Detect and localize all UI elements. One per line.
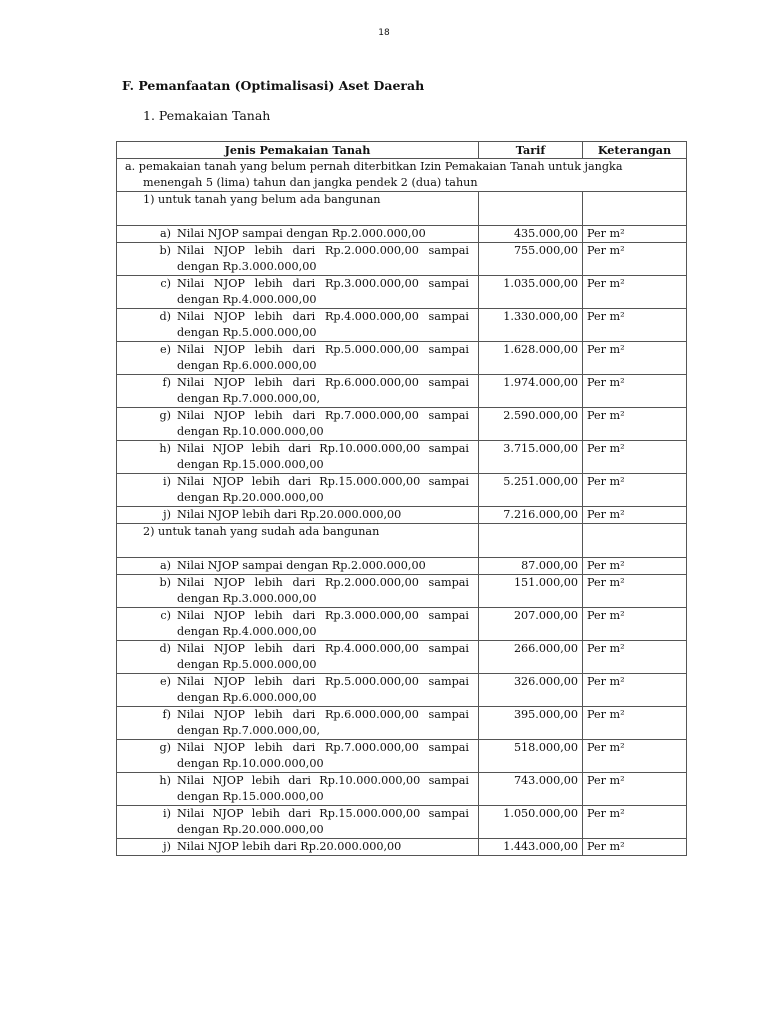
item-description: Nilai NJOP lebih dari Rp.3.000.000,00 sampai dengan Rp.4.000.000,00 bbox=[177, 609, 469, 638]
item-description: Nilai NJOP lebih dari Rp.7.000.000,00 sampai dengan Rp.10.000.000,00 bbox=[177, 409, 469, 438]
item-keterangan: Per m² bbox=[583, 474, 687, 507]
item-description: Nilai NJOP sampai dengan Rp.2.000.000,00 bbox=[177, 227, 426, 240]
item-keterangan: Per m² bbox=[583, 575, 687, 608]
item-keterangan: Per m² bbox=[583, 507, 687, 524]
group1-label-row bbox=[117, 192, 687, 226]
item-keterangan: Per m² bbox=[583, 806, 687, 839]
item-letter: h) bbox=[159, 442, 171, 455]
table-row bbox=[117, 309, 687, 342]
table-row bbox=[117, 375, 687, 408]
item-letter: f) bbox=[162, 708, 171, 721]
item-keterangan: Per m² bbox=[583, 408, 687, 441]
table-header-row bbox=[117, 142, 687, 159]
item-letter: g) bbox=[159, 741, 171, 754]
item-tarif: 1.035.000,00 bbox=[479, 276, 583, 309]
table-row bbox=[117, 641, 687, 674]
table-row bbox=[117, 839, 687, 856]
header-keterangan: Keterangan bbox=[583, 142, 687, 159]
item-description: Nilai NJOP lebih dari Rp.20.000.000,00 bbox=[177, 840, 402, 853]
table-row bbox=[117, 558, 687, 575]
item-letter: c) bbox=[160, 277, 171, 290]
sub-title: 1. Pemakaian Tanah bbox=[143, 108, 271, 123]
item-keterangan: Per m² bbox=[583, 276, 687, 309]
item-tarif: 755.000,00 bbox=[479, 243, 583, 276]
item-tarif: 1.628.000,00 bbox=[479, 342, 583, 375]
item-tarif: 518.000,00 bbox=[479, 740, 583, 773]
item-description: Nilai NJOP lebih dari Rp.15.000.000,00 sampai dengan Rp.20.000.000,00 bbox=[177, 807, 469, 836]
item-description: Nilai NJOP lebih dari Rp.5.000.000,00 sampai dengan Rp.6.000.000,00 bbox=[177, 343, 469, 372]
item-letter: i) bbox=[163, 475, 171, 488]
item-letter: b) bbox=[159, 576, 171, 589]
page-number: 18 bbox=[378, 28, 390, 38]
item-keterangan: Per m² bbox=[583, 558, 687, 575]
item-tarif: 1.330.000,00 bbox=[479, 309, 583, 342]
item-tarif: 435.000,00 bbox=[479, 226, 583, 243]
table-row bbox=[117, 276, 687, 309]
group-label: 2) untuk tanah yang sudah ada bangunan bbox=[143, 525, 380, 538]
table-row bbox=[117, 408, 687, 441]
section-title: F. Pemanfaatan (Optimalisasi) Aset Daerah bbox=[122, 78, 425, 93]
item-tarif: 207.000,00 bbox=[479, 608, 583, 641]
item-description: Nilai NJOP lebih dari Rp.15.000.000,00 sampai dengan Rp.20.000.000,00 bbox=[177, 475, 469, 504]
item-keterangan: Per m² bbox=[583, 839, 687, 856]
item-letter: d) bbox=[159, 642, 171, 655]
item-letter: g) bbox=[159, 409, 171, 422]
item-tarif: 87.000,00 bbox=[479, 558, 583, 575]
table-row bbox=[117, 507, 687, 524]
item-tarif: 7.216.000,00 bbox=[479, 507, 583, 524]
item-description: Nilai NJOP lebih dari Rp.10.000.000,00 sampai dengan Rp.15.000.000,00 bbox=[177, 774, 469, 803]
item-keterangan: Per m² bbox=[583, 342, 687, 375]
item-description: Nilai NJOP lebih dari Rp.4.000.000,00 sampai dengan Rp.5.000.000,00 bbox=[177, 310, 469, 339]
item-tarif: 1.974.000,00 bbox=[479, 375, 583, 408]
tariff-table bbox=[116, 141, 687, 856]
item-description: Nilai NJOP lebih dari Rp.3.000.000,00 sampai dengan Rp.4.000.000,00 bbox=[177, 277, 469, 306]
item-keterangan: Per m² bbox=[583, 441, 687, 474]
item-description: Nilai NJOP lebih dari Rp.20.000.000,00 bbox=[177, 508, 402, 521]
item-description: Nilai NJOP lebih dari Rp.4.000.000,00 sampai dengan Rp.5.000.000,00 bbox=[177, 642, 469, 671]
item-description: Nilai NJOP lebih dari Rp.2.000.000,00 sampai dengan Rp.3.000.000,00 bbox=[177, 244, 469, 273]
item-keterangan: Per m² bbox=[583, 243, 687, 276]
item-description: Nilai NJOP sampai dengan Rp.2.000.000,00 bbox=[177, 559, 426, 572]
item-description: Nilai NJOP lebih dari Rp.10.000.000,00 sampai dengan Rp.15.000.000,00 bbox=[177, 442, 469, 471]
item-tarif: 5.251.000,00 bbox=[479, 474, 583, 507]
intro-text: a. pemakaian tanah yang belum pernah diterbitkan Izin Pemakaian Tanah untuk jangka menengah 5 (lima) tahun dan jangka pendek 2 (dua) tahun bbox=[125, 160, 623, 189]
item-letter: h) bbox=[159, 774, 171, 787]
table-row bbox=[117, 441, 687, 474]
item-letter: a) bbox=[159, 227, 171, 240]
group-label: 1) untuk tanah yang belum ada bangunan bbox=[143, 193, 381, 206]
item-tarif: 1.443.000,00 bbox=[479, 839, 583, 856]
table-row bbox=[117, 806, 687, 839]
item-keterangan: Per m² bbox=[583, 375, 687, 408]
table-row bbox=[117, 608, 687, 641]
item-letter: c) bbox=[160, 609, 171, 622]
item-keterangan: Per m² bbox=[583, 773, 687, 806]
item-tarif: 743.000,00 bbox=[479, 773, 583, 806]
table-row bbox=[117, 474, 687, 507]
header-tarif: Tarif bbox=[479, 142, 583, 159]
table-row bbox=[117, 773, 687, 806]
item-tarif: 151.000,00 bbox=[479, 575, 583, 608]
intro-row bbox=[117, 159, 687, 192]
item-keterangan: Per m² bbox=[583, 309, 687, 342]
item-letter: j) bbox=[163, 508, 171, 521]
item-description: Nilai NJOP lebih dari Rp.5.000.000,00 sampai dengan Rp.6.000.000,00 bbox=[177, 675, 469, 704]
group2-label-row bbox=[117, 524, 687, 558]
item-letter: i) bbox=[163, 807, 171, 820]
item-letter: b) bbox=[159, 244, 171, 257]
table-row bbox=[117, 226, 687, 243]
item-description: Nilai NJOP lebih dari Rp.7.000.000,00 sampai dengan Rp.10.000.000,00 bbox=[177, 741, 469, 770]
item-description: Nilai NJOP lebih dari Rp.6.000.000,00 sampai dengan Rp.7.000.000,00, bbox=[177, 708, 469, 737]
item-keterangan: Per m² bbox=[583, 707, 687, 740]
item-keterangan: Per m² bbox=[583, 641, 687, 674]
item-letter: a) bbox=[159, 559, 171, 572]
item-letter: j) bbox=[163, 840, 171, 853]
table-row bbox=[117, 342, 687, 375]
item-tarif: 1.050.000,00 bbox=[479, 806, 583, 839]
item-letter: f) bbox=[162, 376, 171, 389]
item-description: Nilai NJOP lebih dari Rp.6.000.000,00 sampai dengan Rp.7.000.000,00, bbox=[177, 376, 469, 405]
table-row bbox=[117, 707, 687, 740]
table-row bbox=[117, 674, 687, 707]
item-letter: e) bbox=[160, 675, 171, 688]
item-tarif: 3.715.000,00 bbox=[479, 441, 583, 474]
item-tarif: 326.000,00 bbox=[479, 674, 583, 707]
item-keterangan: Per m² bbox=[583, 608, 687, 641]
item-keterangan: Per m² bbox=[583, 674, 687, 707]
item-letter: e) bbox=[160, 343, 171, 356]
table-row bbox=[117, 740, 687, 773]
item-tarif: 2.590.000,00 bbox=[479, 408, 583, 441]
item-keterangan: Per m² bbox=[583, 226, 687, 243]
item-tarif: 395.000,00 bbox=[479, 707, 583, 740]
item-letter: d) bbox=[159, 310, 171, 323]
item-keterangan: Per m² bbox=[583, 740, 687, 773]
item-tarif: 266.000,00 bbox=[479, 641, 583, 674]
table-row bbox=[117, 243, 687, 276]
table-row bbox=[117, 575, 687, 608]
item-description: Nilai NJOP lebih dari Rp.2.000.000,00 sampai dengan Rp.3.000.000,00 bbox=[177, 576, 469, 605]
header-jenis: Jenis Pemakaian Tanah bbox=[117, 142, 479, 159]
